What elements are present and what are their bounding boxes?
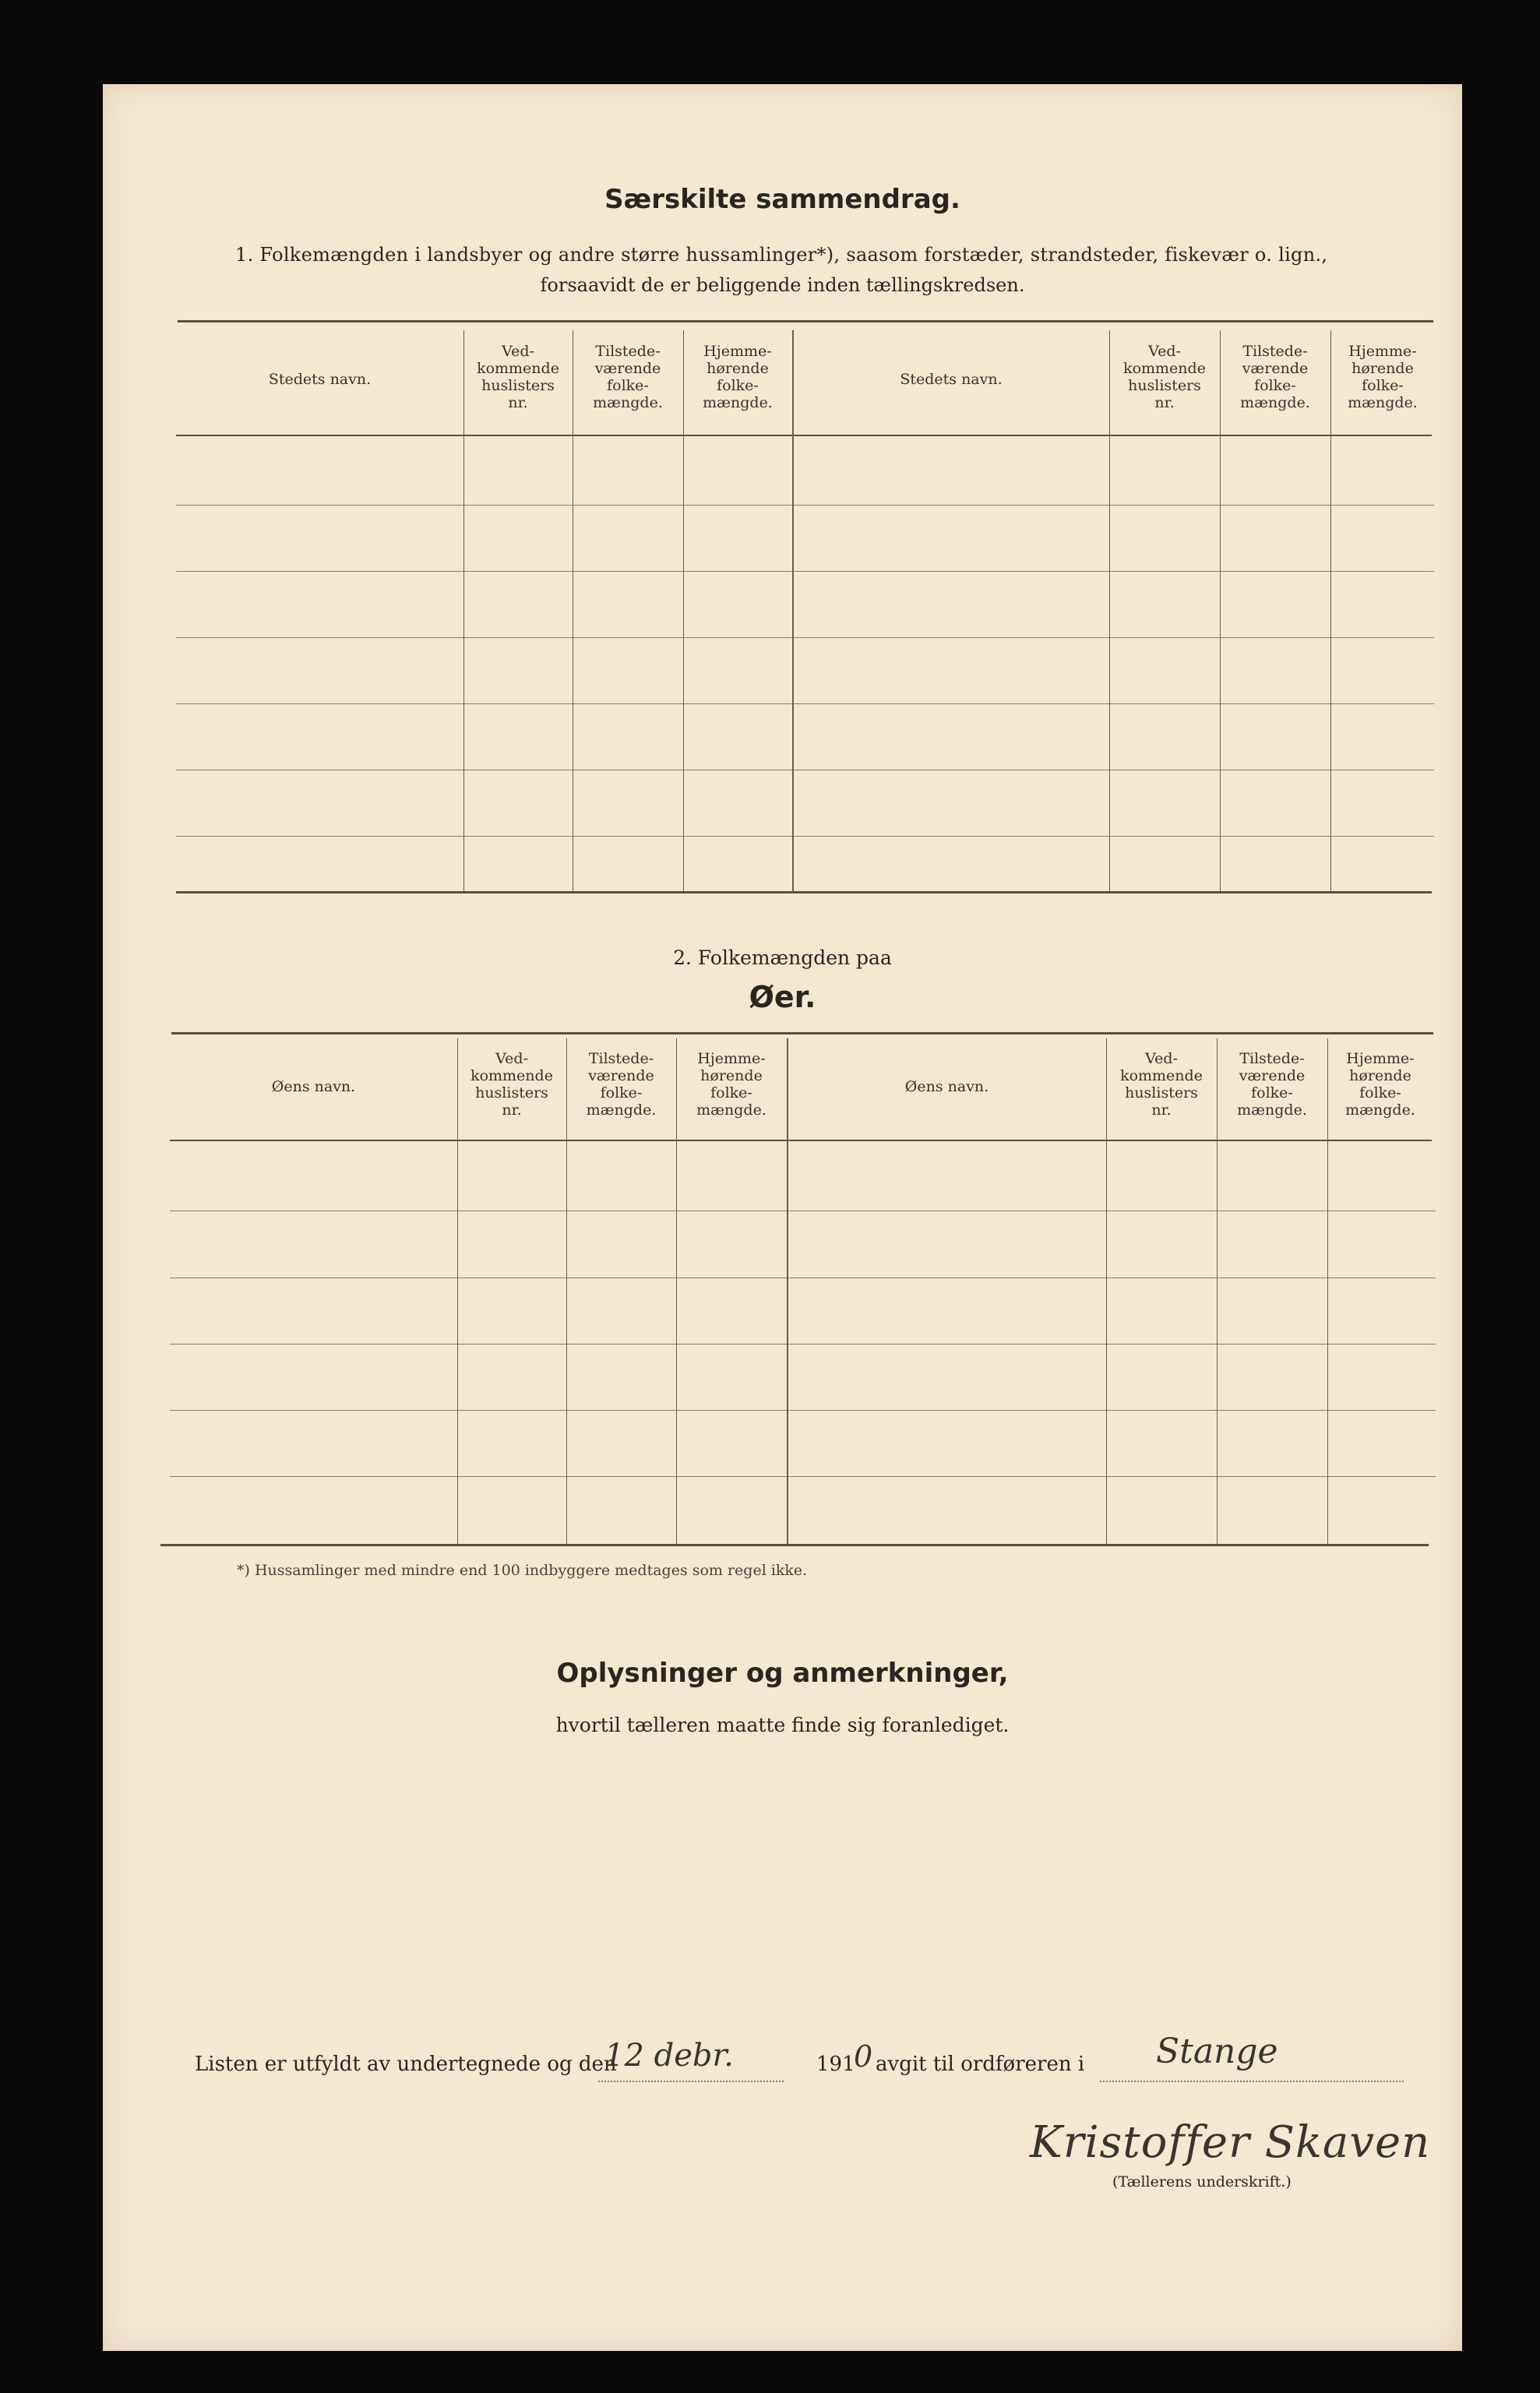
t2-header-oens-navn: Øens navn. xyxy=(271,1078,356,1095)
form-title: Særskilte sammendrag. xyxy=(604,184,960,215)
enumerator-signature: Kristoffer Skaven xyxy=(1030,2117,1431,2168)
t1-header-stedets-navn: Stedets navn. xyxy=(268,371,372,388)
sign-place: Stange xyxy=(1156,2032,1278,2071)
t2-header-tilstedevaerende-2: Tilstede- værende folke- mængde. xyxy=(1237,1050,1307,1119)
sign-text-1: Listen er utfyldt av undertegnede og den xyxy=(195,2053,617,2076)
t2-header-huslister: Ved- kommende huslisters nr. xyxy=(470,1050,553,1119)
t1-header-hjemmehorende-2: Hjemme- hørende folke- mængde. xyxy=(1348,343,1418,411)
section1-line1: 1. Folkemængden i landsbyer og andre større hussamlinger*), saasom forstæder, strandsteder, fiskevær o. lign., xyxy=(235,244,1328,266)
t1-header-hjemmehorende: Hjemme- hørende folke- mængde. xyxy=(703,343,773,411)
t2-header-huslister-2: Ved- kommende huslisters nr. xyxy=(1120,1050,1203,1119)
t1-header-stedets-navn-2: Stedets navn. xyxy=(900,371,1003,388)
sign-year-digit: 0 xyxy=(854,2039,873,2074)
signature-caption: (Tællerens underskrift.) xyxy=(1112,2173,1292,2190)
t1-header-tilstedevaerende: Tilstede- værende folke- mængde. xyxy=(593,343,663,411)
sign-text-2: avgit til ordføreren i xyxy=(876,2053,1085,2076)
section1-line2: forsaavidt de er beliggende inden tællingskredsen. xyxy=(540,274,1025,296)
sign-year-prefix: 191 xyxy=(816,2053,855,2076)
section2-title: Øer. xyxy=(749,980,816,1014)
t2-header-hjemmehorende-2: Hjemme- hørende folke- mængde. xyxy=(1345,1050,1415,1119)
footnote: *) Hussamlinger med mindre end 100 indbyggere medtages som regel ikke. xyxy=(237,1562,808,1579)
t2-header-tilstedevaerende: Tilstede- værende folke- mængde. xyxy=(586,1050,657,1119)
sign-date: 12 debr. xyxy=(604,2038,734,2074)
t1-header-huslister: Ved- kommende huslisters nr. xyxy=(477,343,559,411)
t1-header-tilstedevaerende-2: Tilstede- værende folke- mængde. xyxy=(1240,343,1310,411)
remarks-subtitle: hvortil tælleren maatte finde sig foranlediget. xyxy=(555,1714,1010,1736)
section2-label: 2. Folkemængden paa xyxy=(673,946,892,969)
t2-header-hjemmehorende: Hjemme- hørende folke- mængde. xyxy=(696,1050,766,1119)
t2-header-oens-navn-2: Øens navn. xyxy=(904,1078,989,1095)
remarks-title: Oplysninger og anmerkninger, xyxy=(556,1658,1009,1689)
census-form-page xyxy=(103,84,1462,2351)
t1-header-huslister-2: Ved- kommende huslisters nr. xyxy=(1123,343,1206,411)
